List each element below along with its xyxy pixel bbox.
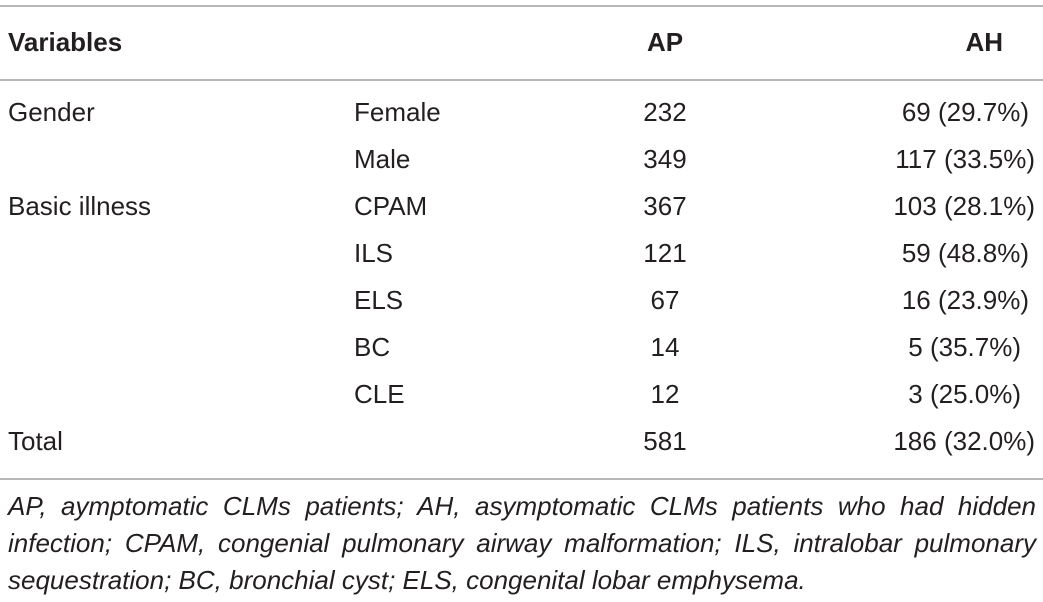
table-row xyxy=(0,89,1043,136)
row-ah: 3 (25.0%) xyxy=(908,379,1021,409)
row-ap: 367 xyxy=(643,191,687,221)
table-footnote: AP, aymptomatic CLMs patients; AH, asymptomatic CLMs patients who had hidden infection; CPAM, congenial pulmonary airway malformation; ILS, intralobar pulmonary sequestration; BC, bronchial cyst; ELS, congenital lobar emphysema. xyxy=(8,491,1036,595)
row-ap: 121 xyxy=(643,238,687,268)
row-ah: 69 (29.7%) xyxy=(901,97,1029,127)
table-row xyxy=(0,277,1043,324)
table-row xyxy=(0,371,1043,418)
row-ap: 14 xyxy=(650,332,680,362)
row-ap: 232 xyxy=(643,97,687,127)
header-ap: AP xyxy=(646,27,684,57)
row-ap: 67 xyxy=(650,285,680,315)
row-sub: Female xyxy=(354,97,441,127)
row-ah: 16 (23.9%) xyxy=(901,285,1029,315)
row-ah: 117 (33.5%) xyxy=(895,144,1035,174)
table-row-total xyxy=(0,418,1043,465)
row-ah: 103 (28.1%) xyxy=(893,191,1035,221)
table-row xyxy=(0,324,1043,371)
header-row xyxy=(0,19,1043,66)
table-row xyxy=(0,136,1043,183)
header-ah: AH xyxy=(965,27,1003,57)
row-ah: 186 (32.0%) xyxy=(893,426,1035,456)
row-group: Gender xyxy=(8,97,95,127)
table-row xyxy=(0,183,1043,230)
bottom-rule xyxy=(0,478,1043,480)
row-sub: ELS xyxy=(354,285,404,315)
row-ap: 12 xyxy=(650,379,680,409)
row-sub: CPAM xyxy=(354,191,428,221)
row-group: Total xyxy=(8,426,63,456)
row-ah: 5 (35.7%) xyxy=(908,332,1021,362)
row-ap: 581 xyxy=(643,426,687,456)
row-group: Basic illness xyxy=(8,191,152,221)
row-sub: BC xyxy=(354,332,391,362)
row-sub: Male xyxy=(354,144,411,174)
row-sub: CLE xyxy=(354,379,405,409)
header-rule xyxy=(0,79,1043,81)
top-rule xyxy=(0,5,1043,7)
row-sub: ILS xyxy=(354,238,394,268)
table-row xyxy=(0,230,1043,277)
row-ah: 59 (48.8%) xyxy=(901,238,1029,268)
row-ap: 349 xyxy=(643,144,687,174)
header-variables: Variables xyxy=(8,27,123,57)
